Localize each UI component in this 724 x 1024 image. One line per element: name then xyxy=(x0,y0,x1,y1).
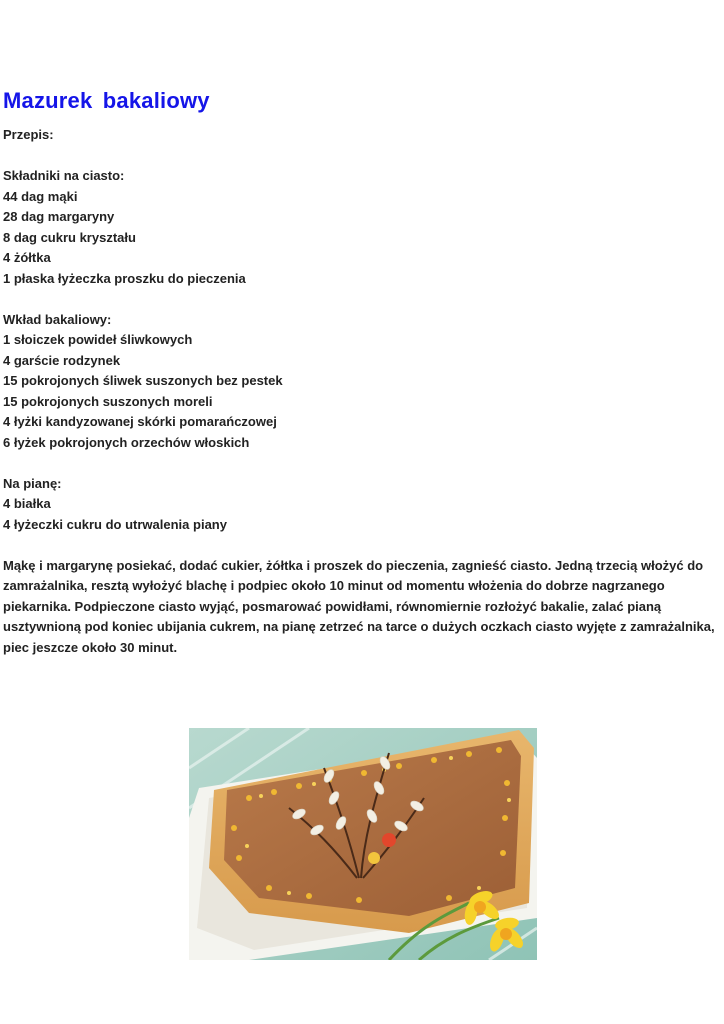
ingredient-item: 4 białka xyxy=(3,496,51,511)
ingredient-item: 4 garście rodzynek xyxy=(3,352,121,368)
ingredient-item: 15 pokrojonych suszonych moreli xyxy=(3,393,213,409)
ingredient-item: 4 łyżki kandyzowanej skórki pomarańczowej xyxy=(3,414,277,429)
ingredient-item: 4 łyżeczki cukru do utrwalenia piany xyxy=(3,516,227,532)
ingredient-item: 28 dag margaryny xyxy=(3,209,115,224)
ingredient-item: 1 słoiczek powideł śliwkowych xyxy=(3,332,193,347)
filling-heading: Wkład bakaliowy: xyxy=(3,311,112,327)
ingredient-item: 44 dag mąki xyxy=(3,188,78,204)
cake-photo xyxy=(189,728,537,960)
ingredient-item: 8 dag cukru kryształu xyxy=(3,229,136,245)
dough-heading: Składniki na ciasto: xyxy=(3,168,125,183)
page-title: Mazurek bakaliowy xyxy=(3,88,210,113)
instructions-paragraph: Mąkę i margarynę posiekać, dodać cukier, żółtka i proszek do pieczenia, zagnieść ciasto. Jedną trzecią włożyć do zamrażalnika, resztą wyłożyć blachę i podpiec około 10 minut od momentu włożenia do dobrze nagrzanego piekarnika. Podpieczone ciasto wyjąć, posmarować powidłami, równomiernie rozłożyć bakalie, zalać pianą usztywnioną pod koniec ubijania cukrem, na pianę zetrzeć na tarce o dużych oczkach ciasto wyjęte z zamrażalnika, piec jeszcze około 30 minut. xyxy=(3,557,715,655)
ingredient-item: 1 płaska łyżeczka proszku do pieczenia xyxy=(3,270,246,286)
recipe-body xyxy=(3,125,718,658)
ingredient-item: 15 pokrojonych śliwek suszonych bez pestek xyxy=(3,373,283,388)
ingredient-item: 6 łyżek pokrojonych orzechów włoskich xyxy=(3,434,250,450)
mazurek-cake-image xyxy=(189,728,537,960)
ingredient-item: 4 żółtka xyxy=(3,250,51,265)
recipe-label: Przepis: xyxy=(3,127,54,142)
foam-heading: Na pianę: xyxy=(3,475,62,491)
